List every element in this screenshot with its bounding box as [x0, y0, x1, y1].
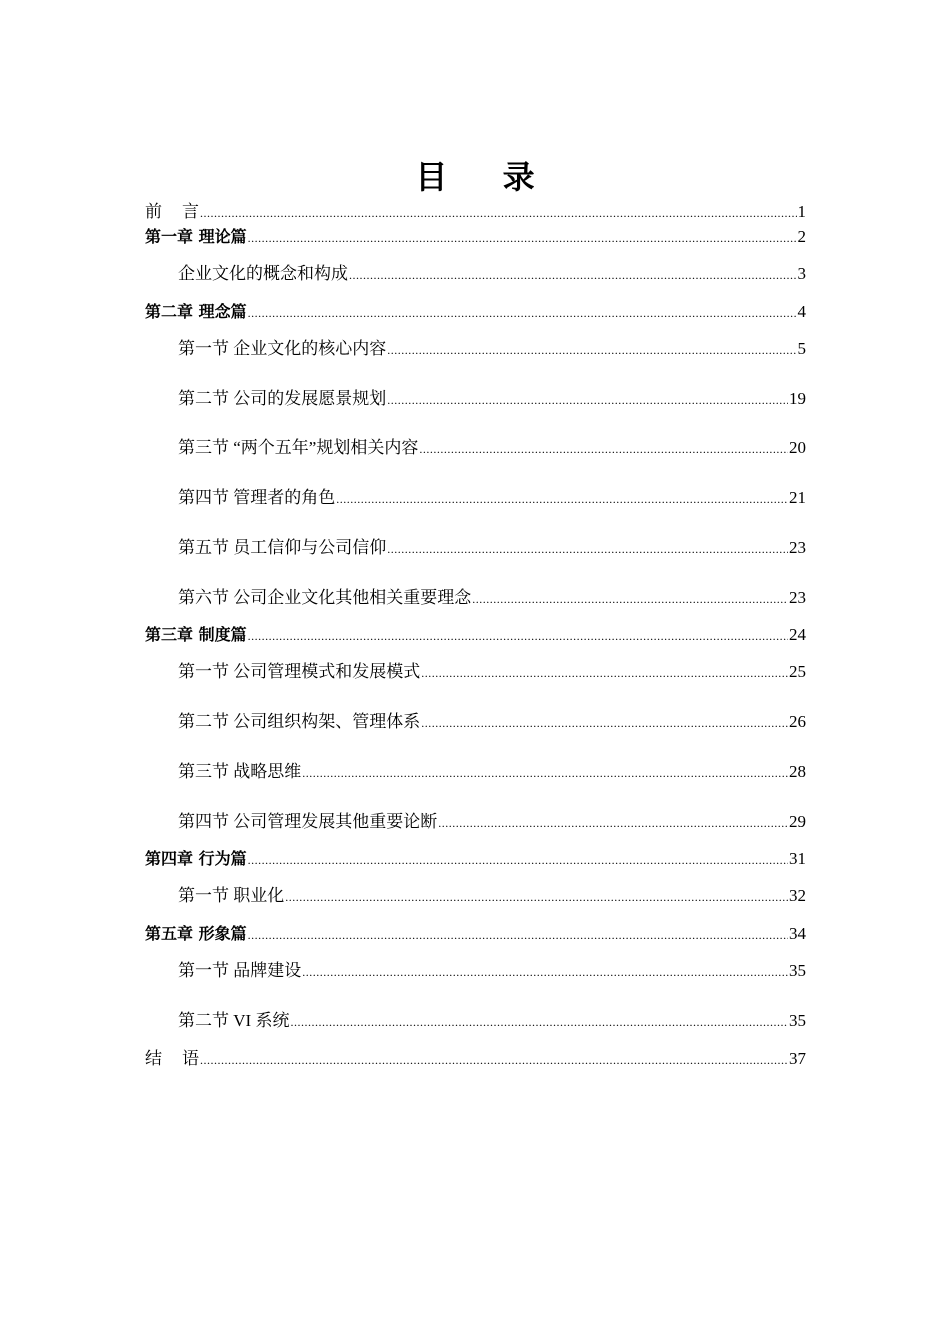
toc-entry-label: 企业文化的概念和构成 [178, 264, 348, 283]
dot-leader [438, 811, 788, 835]
toc-entry-label: 第一节 品牌建设 [178, 961, 302, 980]
toc-entry-label: 前言 [145, 202, 219, 221]
toc-page-number: 19 [789, 389, 806, 408]
dot-leader [421, 661, 788, 685]
dot-leader [387, 338, 796, 362]
toc-entry-section[interactable] [145, 1009, 806, 1033]
toc-entry-label: 第三节 战略思维 [178, 762, 302, 781]
toc-entry-label: 第一章 理论篇 [145, 227, 247, 246]
toc-page-number: 21 [789, 488, 806, 507]
toc-entry-section[interactable] [145, 710, 806, 734]
toc-page-number: 35 [789, 1011, 806, 1030]
toc-entry-section[interactable] [145, 436, 806, 460]
dot-leader [302, 960, 788, 984]
toc-entry-chapter-5[interactable] [145, 922, 806, 946]
toc-entry-label: 第四节 管理者的角色 [178, 488, 336, 507]
toc-entry-conclusion[interactable] [145, 1047, 806, 1071]
toc-entry-section[interactable] [145, 262, 806, 286]
toc-page-number: 31 [789, 849, 806, 868]
dot-leader [336, 487, 788, 511]
toc-entry-label: 第三节 “两个五年”规划相关内容 [178, 438, 419, 457]
toc-entry-label: 第三章 制度篇 [145, 625, 247, 644]
toc-entry-chapter-1[interactable] [145, 225, 806, 249]
toc-entry-label: 第六节 公司企业文化其他相关重要理念 [178, 588, 472, 607]
toc-entry-section[interactable] [145, 586, 806, 610]
toc-page-number: 26 [789, 712, 806, 731]
toc-entry-label: 第二节 公司的发展愿景规划 [178, 389, 387, 408]
toc-entry-label: 第四节 公司管理发展其他重要论断 [178, 812, 438, 831]
toc-page-number: 29 [789, 812, 806, 831]
dot-leader [200, 1048, 788, 1072]
toc-page-number: 25 [789, 662, 806, 681]
toc-entry-section[interactable] [145, 387, 806, 411]
toc-entry-section[interactable] [145, 486, 806, 510]
toc-page-number: 5 [797, 339, 806, 358]
toc-page-number: 28 [789, 762, 806, 781]
dot-leader [248, 624, 788, 648]
dot-leader [349, 263, 797, 287]
toc-entry-section[interactable] [145, 660, 806, 684]
toc-entry-section[interactable] [145, 884, 806, 908]
toc-entry-section[interactable] [145, 959, 806, 983]
toc-page-number: 4 [797, 302, 806, 321]
toc-entry-section[interactable] [145, 760, 806, 784]
toc-page-number: 35 [789, 961, 806, 980]
dot-leader [419, 437, 788, 461]
toc-entry-label: 第五章 形象篇 [145, 924, 247, 943]
toc-entry-label: 第四章 行为篇 [145, 849, 247, 868]
toc-page-number: 3 [797, 264, 806, 283]
page-title: 目 录 [415, 158, 557, 196]
dot-leader [387, 388, 788, 412]
toc-entry-label: 第一节 企业文化的核心内容 [178, 339, 387, 358]
toc-entry-label: 第一节 公司管理模式和发展模式 [178, 662, 421, 681]
toc-entry-chapter-3[interactable] [145, 623, 806, 647]
toc-page-number: 23 [789, 538, 806, 557]
dot-leader [472, 587, 788, 611]
dot-leader [387, 537, 788, 561]
toc-page-number: 2 [797, 227, 806, 246]
toc-page-number: 37 [789, 1049, 806, 1068]
toc-page-number: 1 [797, 202, 806, 221]
toc-entry-chapter-2[interactable] [145, 300, 806, 324]
dot-leader [285, 885, 788, 909]
toc-entry-label: 第五节 员工信仰与公司信仰 [178, 538, 387, 557]
toc-entry-label: 第二章 理念篇 [145, 302, 247, 321]
toc-page-number: 23 [789, 588, 806, 607]
dot-leader [248, 226, 797, 250]
dot-leader [200, 201, 797, 225]
toc-entry-section[interactable] [145, 810, 806, 834]
toc-entry-label: 第一节 职业化 [178, 886, 285, 905]
toc-entry-label: 结语 [145, 1049, 219, 1068]
dot-leader [290, 1010, 788, 1034]
toc-entry-section[interactable] [145, 536, 806, 560]
table-of-contents [145, 0, 806, 1344]
dot-leader [248, 923, 788, 947]
toc-page-number: 20 [789, 438, 806, 457]
toc-entry-label: 第二节 VI 系统 [178, 1011, 290, 1030]
toc-entry-chapter-4[interactable] [145, 847, 806, 871]
dot-leader [421, 711, 788, 735]
dot-leader [248, 301, 797, 325]
dot-leader [302, 761, 788, 785]
dot-leader [248, 848, 788, 872]
toc-entry-label: 第二节 公司组织构架、管理体系 [178, 712, 421, 731]
toc-page-number: 32 [789, 886, 806, 905]
toc-entry-section[interactable] [145, 337, 806, 361]
toc-page-number: 24 [789, 625, 806, 644]
toc-page-number: 34 [789, 924, 806, 943]
toc-entry-preface[interactable] [145, 200, 806, 224]
